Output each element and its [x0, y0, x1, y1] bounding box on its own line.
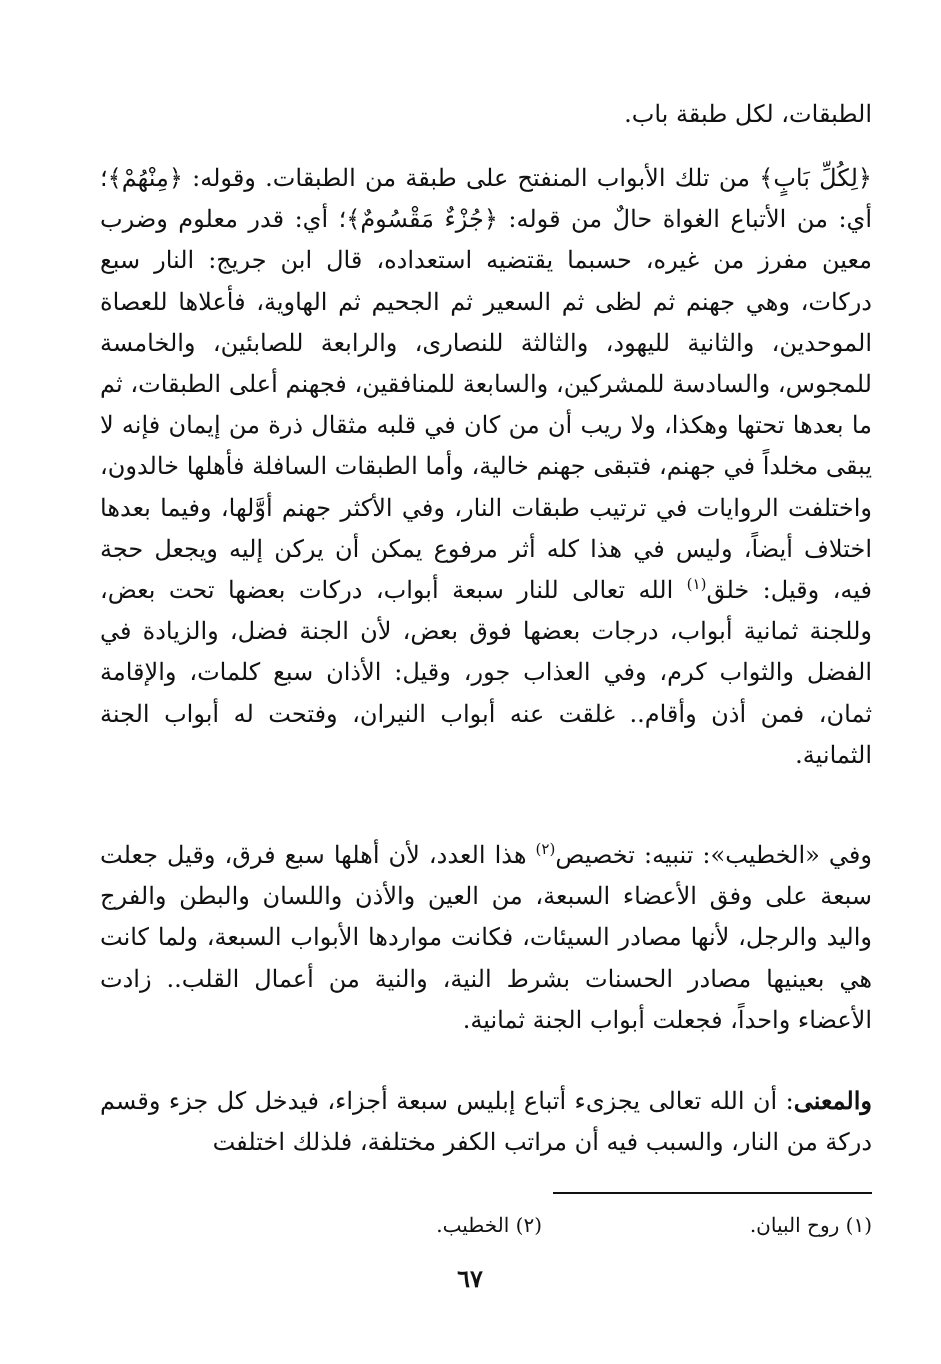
paragraph-2-text	[100, 158, 872, 776]
paragraph-2	[100, 158, 872, 776]
paragraph-2-segment-1: من تلك الأبواب المنفتح على طبقة من الطبقات. وقوله:	[182, 164, 760, 192]
footnote-marker-1[interactable]: (١)	[686, 575, 707, 594]
paragraph-4-segment-1: : أن الله تعالى يجزىء أتباع إبليس سبعة أجزاء، فيدخل كل جزء وقسم دركة من النار، والسبب فيه أن مراتب الكفر مختلفة، فلذلك اختلفت	[100, 1087, 872, 1157]
paragraph-4	[100, 1080, 872, 1163]
quran-quote-3: ﴿جُزْءٌ مَقْسُومٌ﴾	[346, 205, 498, 234]
footnotes	[100, 1210, 872, 1242]
paragraph-1-text: الطبقات، لكل طبقة باب.	[624, 100, 872, 128]
footnote-2: (٢) الخطيب.	[436, 1213, 542, 1237]
page-number: ٦٧	[457, 1264, 483, 1293]
footnote-marker-2[interactable]: (٢)	[535, 840, 556, 858]
paragraph-2-segment-3: ؛ أي: قدر معلوم وضرب معين مفرز من غيره، حسبما يقتضيه استعداده، قال ابن جريج: النار سبع دركات، وهي جهنم ثم لظى ثم السعير ثم الجحيم ثم الهاوية، فأعلاها للعصاة الموحدين، والثانية لليهود، والثالثة للنصارى، والرابعة للصابئين، والخامسة للمجوس، والسادسة للمشركين، والسابعة للمنافقين، فجهنم أعلى الطبقات، ثم ما بعدها تحتها وهكذا، ولا ريب أن من كان في قلبه مثقال ذرة من إيمان فإنه لا يبقى مخلداً في جهنم، فتبقى جهنم خالية، وأما الطبقات السافلة فأهلها خالدون، واختلفت الروايات في ترتيب طبقات النار، وفي الأكثر جهنم أوَّلها، وفيما بعدها اختلاف أيضاً، وليس في هذا كله أثر مرفوع يمكن أن يركن إليه ويجعل حجة فيه، وقيل: خلق	[100, 205, 873, 605]
paragraph-2-segment-2: ؛ أي: من الأتباع الغواة حالٌ من قوله:	[100, 164, 872, 234]
paragraph-4-lead: والمعنى	[793, 1086, 872, 1115]
paragraph-3	[100, 835, 872, 1041]
footnote-1: (١) روح البيان.	[749, 1213, 872, 1237]
paragraph-3-text	[100, 835, 872, 1041]
quran-quote-1: ﴿لِكُلِّ بَابٍ﴾	[759, 164, 872, 192]
quran-quote-2: ﴿مِنْهُمْ﴾	[107, 164, 183, 192]
paragraph-3-segment-1: وفي «الخطيب»: تنبيه: تخصيص	[555, 841, 872, 869]
paragraph-2-segment-4: الله تعالى للنار سبعة أبواب، دركات بعضها تحت بعض، وللجنة ثمانية أبواب، درجات بعضها فوق بعض، لأن الجنة فضل، والزيادة في الفضل والثواب كرم، وفي العذاب جور، وقيل: الأذان سبع كلمات، والإقامة ثمان، فمن أذن وأقام.. غلقت عنه أبواب النيران، وفتحت له أبواب الجنة الثمانية.	[100, 576, 872, 769]
paragraph-4-text	[100, 1080, 872, 1163]
paragraph-3-segment-2: هذا العدد، لأن أهلها سبع فرق، وقيل جعلت سبعة على وفق الأعضاء السبعة، من العين والأذن واللسان والبطن والفرج واليد والرجل، لأنها مصادر السيئات، فكانت مواردها الأبواب السبعة، ولما كانت هي بعينيها مصادر الحسنات بشرط النية، والنية من أعمال القلب.. زادت الأعضاء واحداً، فجعلت أبواب الجنة ثمانية.	[100, 841, 873, 1034]
paragraph-1	[100, 94, 872, 135]
footnote-separator	[553, 1192, 872, 1194]
